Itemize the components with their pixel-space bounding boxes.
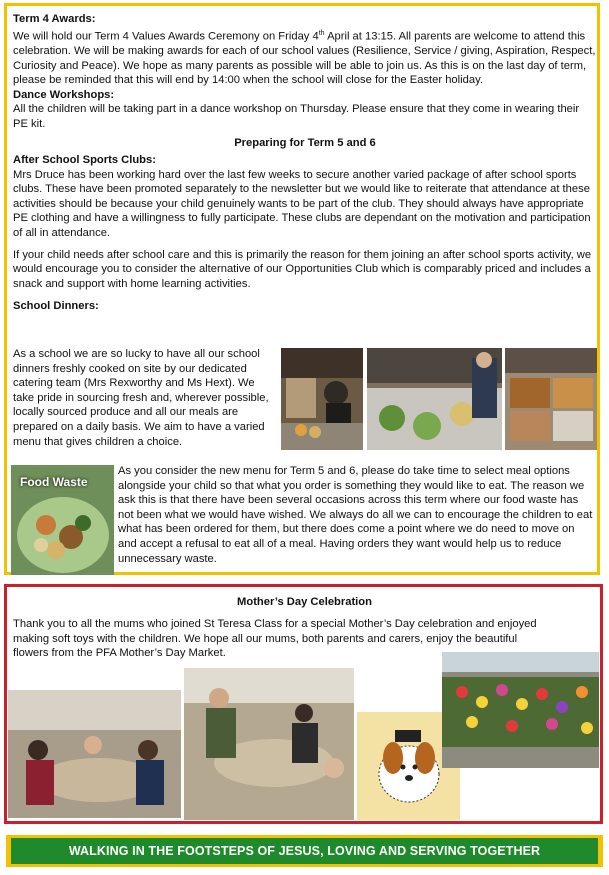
flowers-market-image (442, 652, 599, 768)
kitchen-photo-2-image (367, 348, 502, 450)
kitchen-photo-1 (281, 348, 363, 450)
kitchen-photo-2 (367, 348, 502, 450)
term4-body-end: April at 13:15. All parents are welcome to attend this celebration. We will be making awards for each of our school values (Resilience, Service / giving, Aspiration, Respect, Curiosity and Peace). We hope as many parents as possible will be able to join us. As this is on the last day of term, please be reminded that this will end by 14:00 when the school will close for the Easter holiday. (13, 30, 596, 87)
term4-body (13, 27, 597, 88)
dance-body: All the children will be taking part in a dance workshop on Thursday. Please ensure that they come in wearing their PE kit. (13, 103, 580, 130)
preparing-heading: Preparing for Term 5 and 6 (234, 137, 376, 150)
kitchen-photo-3 (505, 348, 597, 450)
mothers-day-photo-2 (184, 668, 354, 820)
flowers-market-photo (442, 652, 599, 768)
kitchen-photo-3-image (505, 348, 597, 450)
sports-para-2: If your child needs after school care and this is primarily the reason for them joining an after school sports activity, we would encourage you to consider the alternative of our Opportunities Club which is comparably priced and includes a snack and support with home learning activities. (13, 248, 592, 290)
mothers-day-photo-1-image (8, 690, 181, 818)
dinners-para-2: As you consider the new menu for Term 5 and 6, please do take time to select meal options alongside your child so that what you order is something they would like to eat. The reason we ask this is that there have been several occasions across this term where our food waste has not been what we would have wished. We always do all we can to encourage the children to eat what has been ordered for them, but there does come a point where we do need to move on and accept a refusal to eat all of a meal. Having orders they want would help us to reduce unnecessary waste. (118, 465, 593, 565)
mothers-day-photo-2-image (184, 668, 354, 820)
mothers-day-photo-1 (8, 690, 181, 818)
mothers-day-heading: Mother’s Day Celebration (237, 596, 372, 608)
sports-para-1: Mrs Druce has been working hard over the last few weeks to secure another varied package of after school sports clubs. These have been promoted separately to the newsletter but we would like to reiterate that attendance at these activities should be because your child genuinely wants to be part of the club. They should always have appropriate PE clothing and have a willingness to fully participate. These clubs are dependant on the motivation and participation of all in attendance. (13, 168, 591, 240)
footer-motto: WALKING IN THE FOOTSTEPS OF JESUS, LOVING AND SERVING TOGETHER (11, 838, 598, 864)
dance-heading: Dance Workshops: (13, 88, 115, 101)
term4-body-start: We will hold our Term 4 Values Awards Ceremony on Friday 4 (13, 30, 319, 43)
term4-block (13, 12, 597, 314)
term4-ordinal: th (318, 29, 325, 37)
food-waste-label: Food Waste (20, 475, 88, 489)
footer-banner (6, 835, 603, 867)
term4-heading: Term 4 Awards: (13, 13, 96, 25)
sports-heading: After School Sports Clubs: (13, 154, 156, 167)
dinners-heading: School Dinners: (13, 300, 99, 313)
dinners-para-1: As a school we are so lucky to have all our school dinners freshly cooked on site by our dedicated catering team (Mrs Rexworthy and Ms Hext). We take pride in sourcing fresh and, wherever possible, locally sourced produce and all our meals are prepared on a daily basis. We aim to have a varied menu that gives children a choice. (13, 348, 269, 448)
kitchen-photo-1-image (281, 348, 363, 450)
mothers-day-body: Thank you to all the mums who joined St Teresa Class for a special Mother’s Day celebration and enjoyed making soft toys with the children. We hope all our mums, both parents and carers, enjoy the beautiful flowers from the PFA Mother’s Day Market. (13, 618, 537, 660)
